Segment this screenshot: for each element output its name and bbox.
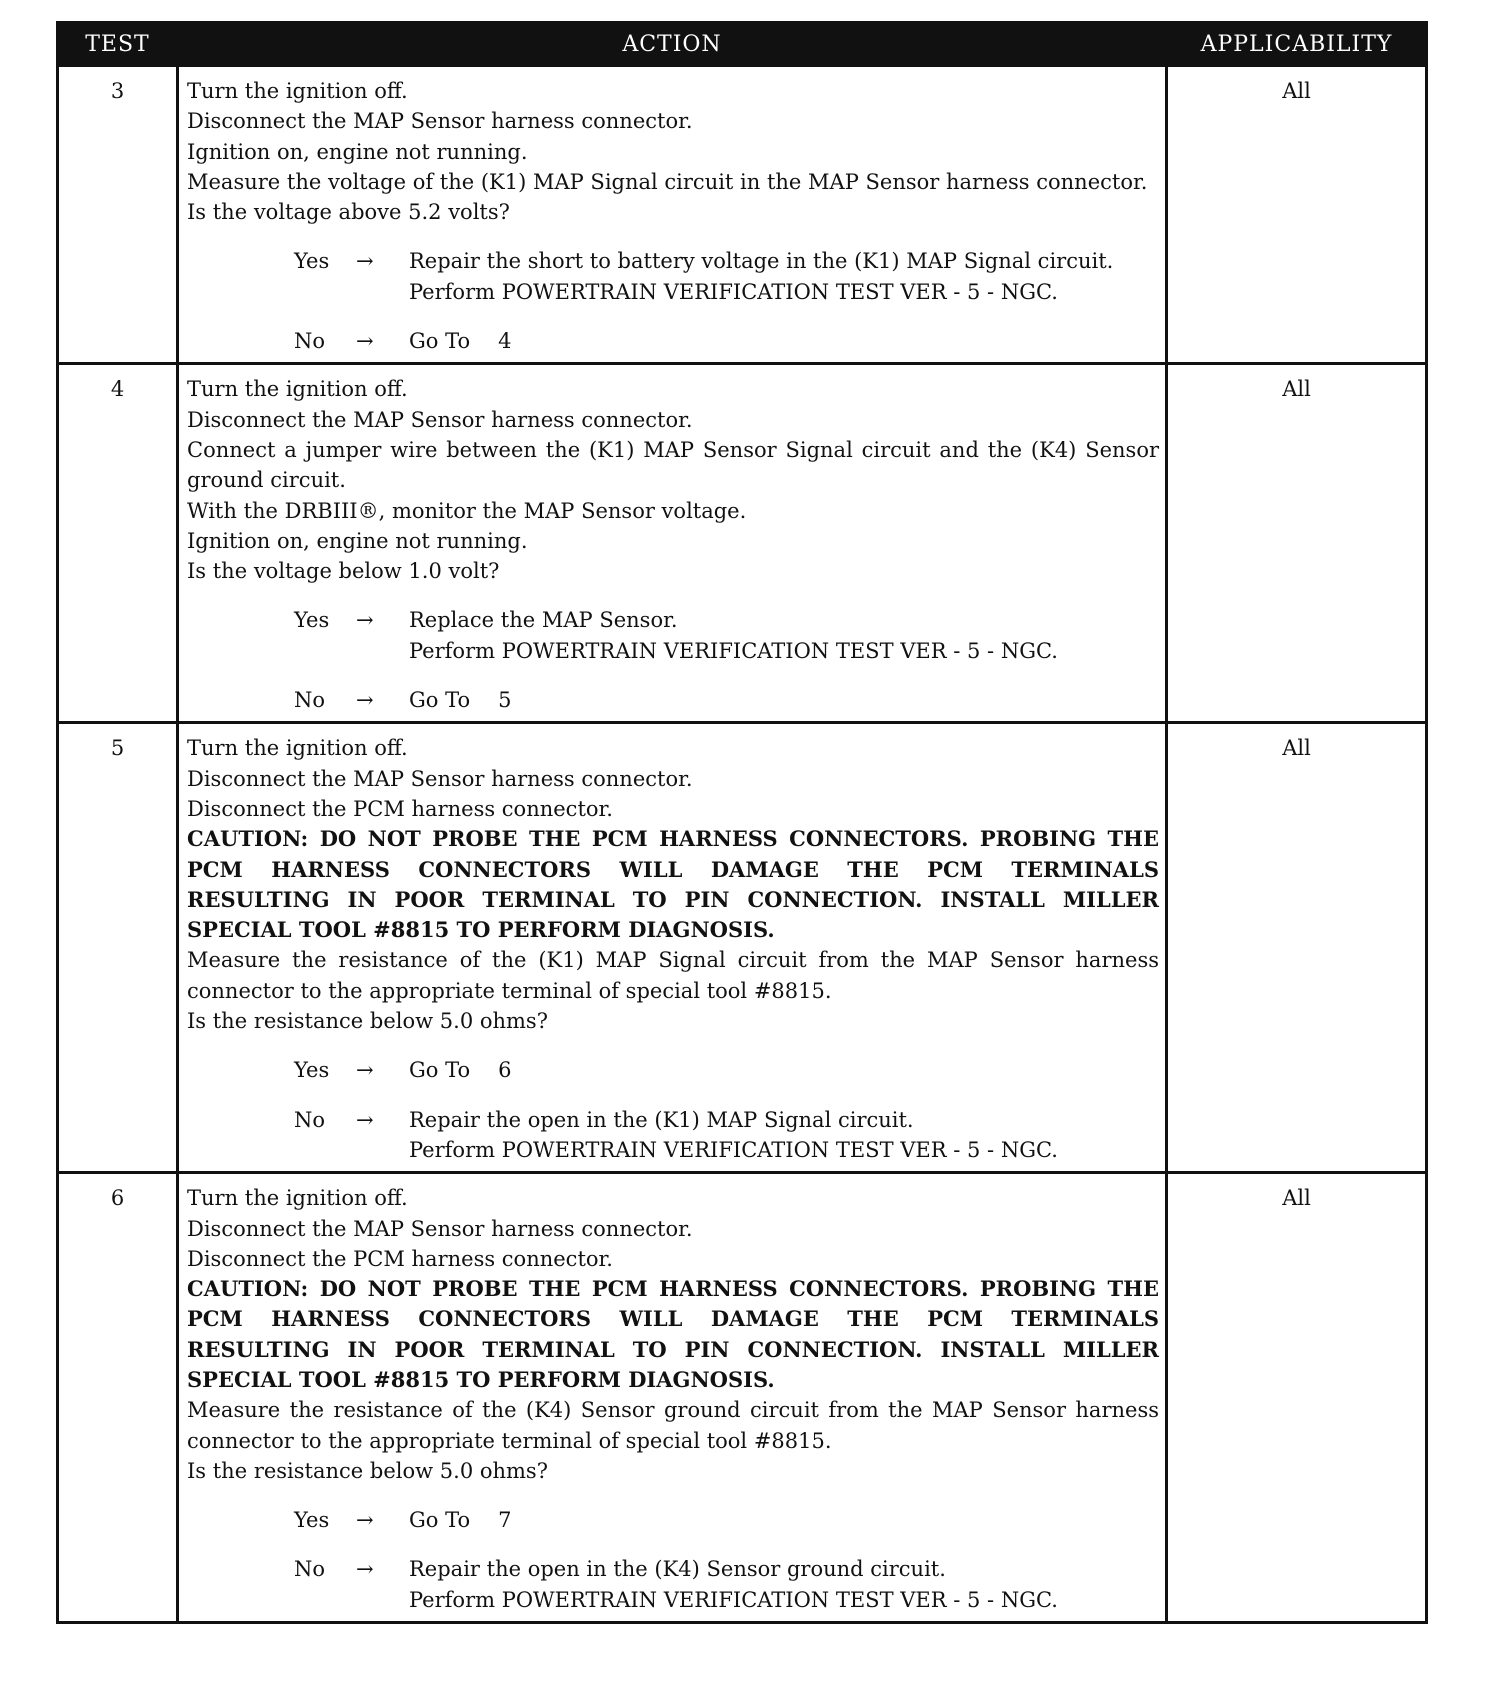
goto-label: Go To <box>409 1058 471 1083</box>
action-steps-after-caution <box>187 945 1159 1036</box>
yes-outcome <box>409 1055 1159 1085</box>
action-step: Disconnect the PCM harness connector. <box>187 796 613 821</box>
action-step: Disconnect the PCM harness connector. <box>187 1246 613 1271</box>
goto-label: Go To <box>409 688 471 713</box>
yes-result <box>187 605 1159 666</box>
action-step: Turn the ignition off. <box>187 736 408 761</box>
table-row <box>58 364 1427 723</box>
action-step: Turn the ignition off. <box>187 377 408 402</box>
outcome-line: Replace the MAP Sensor. <box>409 608 678 633</box>
test-number: 6 <box>58 1173 178 1623</box>
outcome-line: Repair the short to battery voltage in the (K1) MAP Signal circuit. <box>409 249 1114 274</box>
no-result <box>187 1105 1159 1166</box>
goto-test-number: 6 <box>498 1058 512 1083</box>
action-step: Measure the voltage of the (K1) MAP Signal circuit in the MAP Sensor harness connector. <box>187 169 1148 194</box>
no-answer-label: No <box>294 329 326 354</box>
column-header-applicability: APPLICABILITY <box>1167 23 1427 66</box>
applicability-value: All <box>1167 1173 1427 1623</box>
action-steps-after-caution <box>187 1395 1159 1486</box>
action-step: Ignition on, engine not running. <box>187 139 528 164</box>
outcome-line: Perform POWERTRAIN VERIFICATION TEST VER - 5 - NGC. <box>409 1137 1058 1162</box>
table-header-row <box>58 23 1427 66</box>
action-cell <box>178 723 1167 1173</box>
applicability-value: All <box>1167 364 1427 723</box>
no-result <box>187 1554 1159 1615</box>
action-step: With the DRBIII®, monitor the MAP Sensor voltage. <box>187 498 747 523</box>
action-steps <box>187 733 1159 824</box>
action-steps <box>187 76 1159 227</box>
applicability-value: All <box>1167 66 1427 364</box>
arrow-icon: → <box>356 1058 374 1083</box>
action-step: Disconnect the MAP Sensor harness connector. <box>187 407 693 432</box>
column-header-test: TEST <box>58 23 178 66</box>
test-number: 5 <box>58 723 178 1173</box>
goto-instruction <box>409 1505 1159 1535</box>
no-answer-label: No <box>294 1557 326 1582</box>
no-outcome <box>409 1554 1159 1615</box>
applicability-value: All <box>1167 723 1427 1173</box>
action-step: Turn the ignition off. <box>187 1186 408 1211</box>
no-result <box>187 326 1159 356</box>
table-row <box>58 66 1427 364</box>
arrow-icon: → <box>356 329 374 354</box>
goto-test-number: 4 <box>498 329 512 354</box>
arrow-icon: → <box>356 688 374 713</box>
diagnostic-procedure-sheet <box>56 21 1425 1624</box>
yes-result <box>187 1505 1159 1535</box>
action-step: Is the resistance below 5.0 ohms? <box>187 1009 548 1034</box>
arrow-icon: → <box>356 249 374 274</box>
test-number: 3 <box>58 66 178 364</box>
outcome-line: Perform POWERTRAIN VERIFICATION TEST VER - 5 - NGC. <box>409 638 1058 663</box>
no-answer-label: No <box>294 1107 326 1132</box>
no-outcome <box>409 685 1159 715</box>
column-header-action: ACTION <box>178 23 1167 66</box>
table-row <box>58 723 1427 1173</box>
yes-result <box>187 246 1159 307</box>
arrow-icon: → <box>356 1508 374 1533</box>
table-body <box>58 66 1427 1623</box>
yes-answer-label: Yes <box>294 249 330 274</box>
outcome-line: Repair the open in the (K4) Sensor ground circuit. <box>409 1557 946 1582</box>
action-step: Connect a jumper wire between the (K1) MAP Sensor Signal circuit and the (K4) Sensor ground circuit. <box>187 437 1159 493</box>
arrow-icon: → <box>356 1107 374 1132</box>
action-step: Is the resistance below 5.0 ohms? <box>187 1458 548 1483</box>
caution-note: CAUTION: DO NOT PROBE THE PCM HARNESS CONNECTORS. PROBING THE PCM HARNESS CONNECTORS WILL DAMAGE THE PCM TERMINALS RESULTING IN POOR TERMINAL TO PIN CONNECTION. INSTALL MILLER SPECIAL TOOL #8815 TO PERFORM DIAGNOSIS. <box>187 826 1159 943</box>
action-step: Disconnect the MAP Sensor harness connector. <box>187 109 693 134</box>
outcome-line: Perform POWERTRAIN VERIFICATION TEST VER - 5 - NGC. <box>409 1587 1058 1612</box>
yes-outcome <box>409 605 1159 666</box>
outcome-line: Perform POWERTRAIN VERIFICATION TEST VER - 5 - NGC. <box>409 279 1058 304</box>
action-step: Is the voltage above 5.2 volts? <box>187 200 510 225</box>
yes-result <box>187 1055 1159 1085</box>
test-number: 4 <box>58 364 178 723</box>
goto-label: Go To <box>409 329 471 354</box>
goto-instruction <box>409 326 1159 356</box>
yes-answer-label: Yes <box>294 1508 330 1533</box>
action-step: Turn the ignition off. <box>187 79 408 103</box>
goto-instruction <box>409 685 1159 715</box>
caution-note: CAUTION: DO NOT PROBE THE PCM HARNESS CONNECTORS. PROBING THE PCM HARNESS CONNECTORS WILL DAMAGE THE PCM TERMINALS RESULTING IN POOR TERMINAL TO PIN CONNECTION. INSTALL MILLER SPECIAL TOOL #8815 TO PERFORM DIAGNOSIS. <box>187 1276 1159 1392</box>
yes-answer-label: Yes <box>294 1058 330 1083</box>
action-cell <box>178 1173 1167 1623</box>
no-outcome <box>409 1105 1159 1166</box>
action-steps <box>187 1183 1159 1274</box>
arrow-icon: → <box>356 1557 374 1582</box>
outcome-line: Repair the open in the (K1) MAP Signal circuit. <box>409 1107 914 1132</box>
no-outcome <box>409 326 1159 356</box>
goto-test-number: 7 <box>498 1508 512 1533</box>
goto-instruction <box>409 1055 1159 1085</box>
yes-outcome <box>409 1505 1159 1535</box>
table-row <box>58 1173 1427 1623</box>
action-steps <box>187 374 1159 586</box>
action-cell <box>178 364 1167 723</box>
no-result <box>187 685 1159 715</box>
goto-test-number: 5 <box>498 688 512 713</box>
no-answer-label: No <box>294 688 326 713</box>
action-step: Disconnect the MAP Sensor harness connector. <box>187 766 693 791</box>
goto-label: Go To <box>409 1508 471 1533</box>
action-step: Measure the resistance of the (K1) MAP Signal circuit from the MAP Sensor harness connector to the appropriate terminal of special tool #8815. <box>187 948 1159 1003</box>
yes-answer-label: Yes <box>294 608 330 633</box>
action-step: Is the voltage below 1.0 volt? <box>187 559 500 584</box>
diagnostic-test-table <box>56 21 1428 1624</box>
action-cell <box>178 66 1167 364</box>
yes-outcome <box>409 246 1159 307</box>
arrow-icon: → <box>356 608 374 633</box>
action-step: Measure the resistance of the (K4) Sensor ground circuit from the MAP Sensor harness connector to the appropriate terminal of special tool #8815. <box>187 1398 1159 1453</box>
action-step: Disconnect the MAP Sensor harness connector. <box>187 1216 693 1241</box>
action-step: Ignition on, engine not running. <box>187 528 528 553</box>
